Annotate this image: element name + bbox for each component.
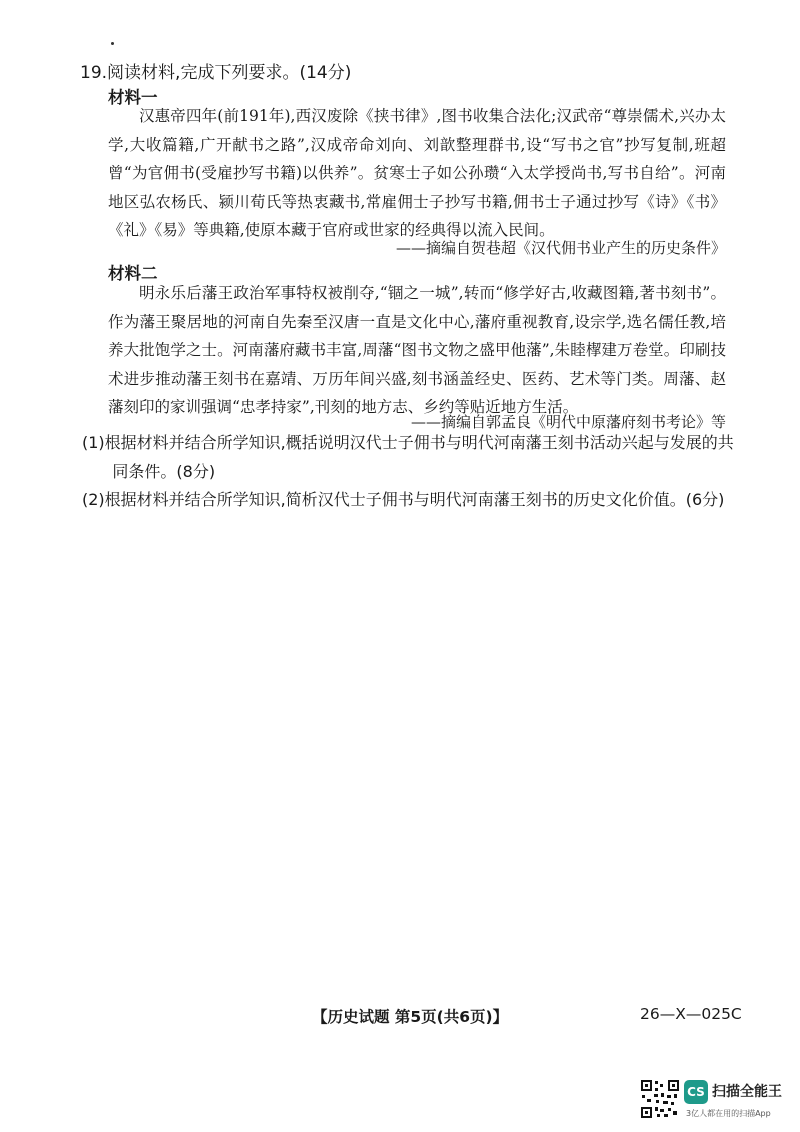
material-2-source: ——摘编自郭孟良《明代中原藩府刻书考论》等 [410, 413, 726, 431]
scanner-logo-icon: CS [684, 1080, 708, 1104]
question-title: 19.阅读材料,完成下列要求。(14分) [80, 63, 352, 83]
scan-speck [111, 42, 114, 45]
sub-question-2: (2)根据材料并结合所学知识,简析汉代士子佣书与明代河南藩王刻书的历史文化价值。(6分) [82, 490, 725, 509]
material-2-heading: 材料二 [108, 264, 158, 283]
material-2-text: 明永乐后藩王政治军事特权被削夺,“锢之一城”,转而“修学好古,收藏图籍,著书刻书”。作为藩王聚居地的河南自先秦至汉唐一直是文化中心,藩府重视教育,设宗学,选名儒任教,培养大批饱学之士。河南藩府藏书丰富,周藩“图书文物之盛甲他藩”,朱睦㮮建万卷堂。印刷技术进步推动藩王刻书在嘉靖、万历年间兴盛,刻书涵盖经史、医药、艺术等门类。周藩、赵藩刻印的家训强调“忠孝持家”,刊刻的地方志、乡约等贴近地方生活。 [108, 284, 726, 417]
material-1-text: 汉惠帝四年(前191年),西汉废除《挟书律》,图书收集合法化;汉武帝“尊崇儒术,兴办太学,大收篇籍,广开献书之路”,汉成帝命刘向、刘歆整理群书,设“写书之官”抄写复制,班超曾“为官佣书(受雇抄写书籍)以供养”。贫寒士子如公孙瓒“入太学授尚书,写书自给”。河南地区弘农杨氏、颍川荀氏等热衷藏书,常雇佣士子抄写书籍,佣书士子通过抄写《诗》《书》《礼》《易》等典籍,使原本藏于官府或世家的经典得以流入民间。 [108, 107, 726, 240]
scanner-app-slogan: 3亿人都在用的扫描App [686, 1109, 771, 1118]
exam-code: 26—X—025C [640, 1005, 742, 1023]
scanner-app-name: 扫描全能王 [712, 1084, 782, 1100]
material-1-source: ——摘编自贺巷超《汉代佣书业产生的历史条件》 [395, 239, 726, 257]
material-1-heading: 材料一 [108, 88, 158, 107]
page-footer: 【历史试题 第5页(共6页)】 [312, 1008, 509, 1026]
sub-question-1: (1)根据材料并结合所学知识,概括说明汉代士子佣书与明代河南藩王刻书活动兴起与发展的共同条件。(8分) [82, 433, 734, 481]
qr-code-icon [640, 1079, 680, 1119]
